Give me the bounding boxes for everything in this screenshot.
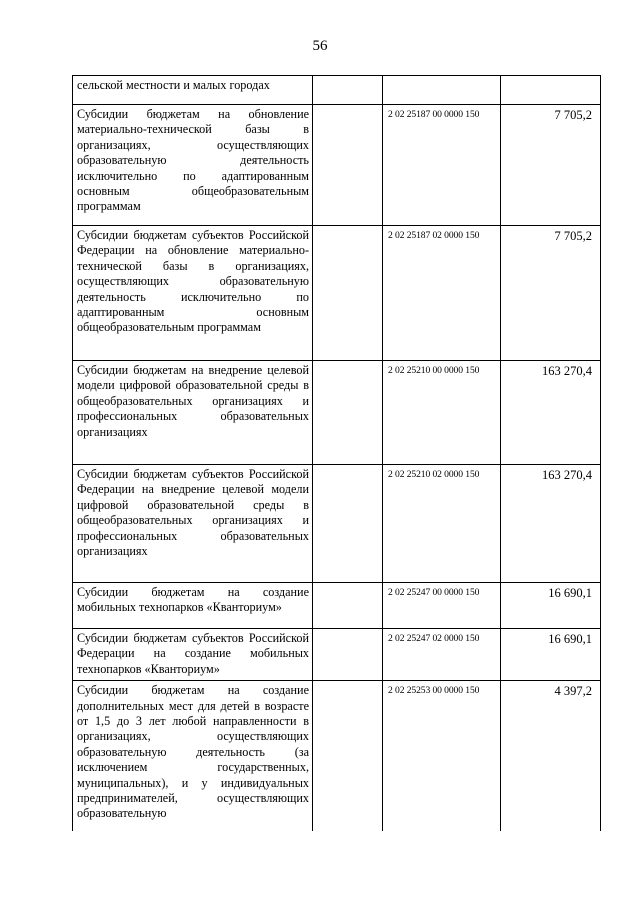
- amount-cell: 16 690,1: [501, 583, 601, 629]
- budget-code-cell: 2 02 25210 00 0000 150: [383, 361, 501, 465]
- empty-cell: [313, 105, 383, 226]
- table-row: [73, 76, 601, 105]
- revenue-name-cell: Субсидии бюджетам на обновление материально-технической базы в организациях, осуществляющих образовательную деятельность исключительно по адаптированным основным общеобразовательным программам: [73, 105, 313, 226]
- page-number: 56: [312, 38, 328, 54]
- revenue-name-cell: Субсидии бюджетам субъектов Российской Федерации на создание мобильных технопарков «Кванториум»: [73, 629, 313, 681]
- revenue-name-cell: сельской местности и малых городах: [73, 76, 313, 105]
- amount-cell: [501, 76, 601, 105]
- budget-code-cell: [383, 76, 501, 105]
- revenue-name-cell: Субсидии бюджетам на создание мобильных технопарков «Кванториум»: [73, 583, 313, 629]
- amount-cell: 7 705,2: [501, 226, 601, 361]
- budget-code-cell: 2 02 25210 02 0000 150: [383, 465, 501, 583]
- empty-cell: [313, 361, 383, 465]
- amount-cell: 7 705,2: [501, 105, 601, 226]
- empty-cell: [313, 226, 383, 361]
- amount-cell: 163 270,4: [501, 361, 601, 465]
- empty-cell: [313, 583, 383, 629]
- empty-cell: [313, 681, 383, 831]
- amount-cell: 163 270,4: [501, 465, 601, 583]
- revenue-name-cell: Субсидии бюджетам субъектов Российской Федерации на обновление материально-технической базы в организациях, осуществляющих образовательную деятельность исключительно по адаптированным основным общеобразовательным программам: [73, 226, 313, 361]
- budget-code-cell: 2 02 25247 00 0000 150: [383, 583, 501, 629]
- empty-cell: [313, 629, 383, 681]
- table-row: [73, 629, 601, 681]
- budget-code-cell: 2 02 25187 02 0000 150: [383, 226, 501, 361]
- table-row: [73, 681, 601, 831]
- revenue-name-cell: Субсидии бюджетам на внедрение целевой модели цифровой образовательной среды в общеобразовательных организациях и профессиональных образовательных организациях: [73, 361, 313, 465]
- amount-cell: 4 397,2: [501, 681, 601, 831]
- table-row: [73, 361, 601, 465]
- amount-cell: 16 690,1: [501, 629, 601, 681]
- revenue-name-cell: Субсидии бюджетам на создание дополнительных мест для детей в возрасте от 1,5 до 3 лет любой направленности в организациях, осуществляющих образовательную деятельность (за исключением государственных, муниципальных), и у индивидуальных предпринимателей, осуществляющих образовательную: [73, 681, 313, 831]
- revenue-name-cell: Субсидии бюджетам субъектов Российской Федерации на внедрение целевой модели цифровой образовательной среды в общеобразовательных организациях и профессиональных образовательных организациях: [73, 465, 313, 583]
- table-row: [73, 465, 601, 583]
- budget-code-cell: 2 02 25187 00 0000 150: [383, 105, 501, 226]
- table-row: [73, 105, 601, 226]
- table-row: [73, 226, 601, 361]
- empty-cell: [313, 76, 383, 105]
- table-row: [73, 583, 601, 629]
- budget-code-cell: 2 02 25253 00 0000 150: [383, 681, 501, 831]
- empty-cell: [313, 465, 383, 583]
- budget-code-cell: 2 02 25247 02 0000 150: [383, 629, 501, 681]
- budget-revenue-table: [72, 75, 601, 831]
